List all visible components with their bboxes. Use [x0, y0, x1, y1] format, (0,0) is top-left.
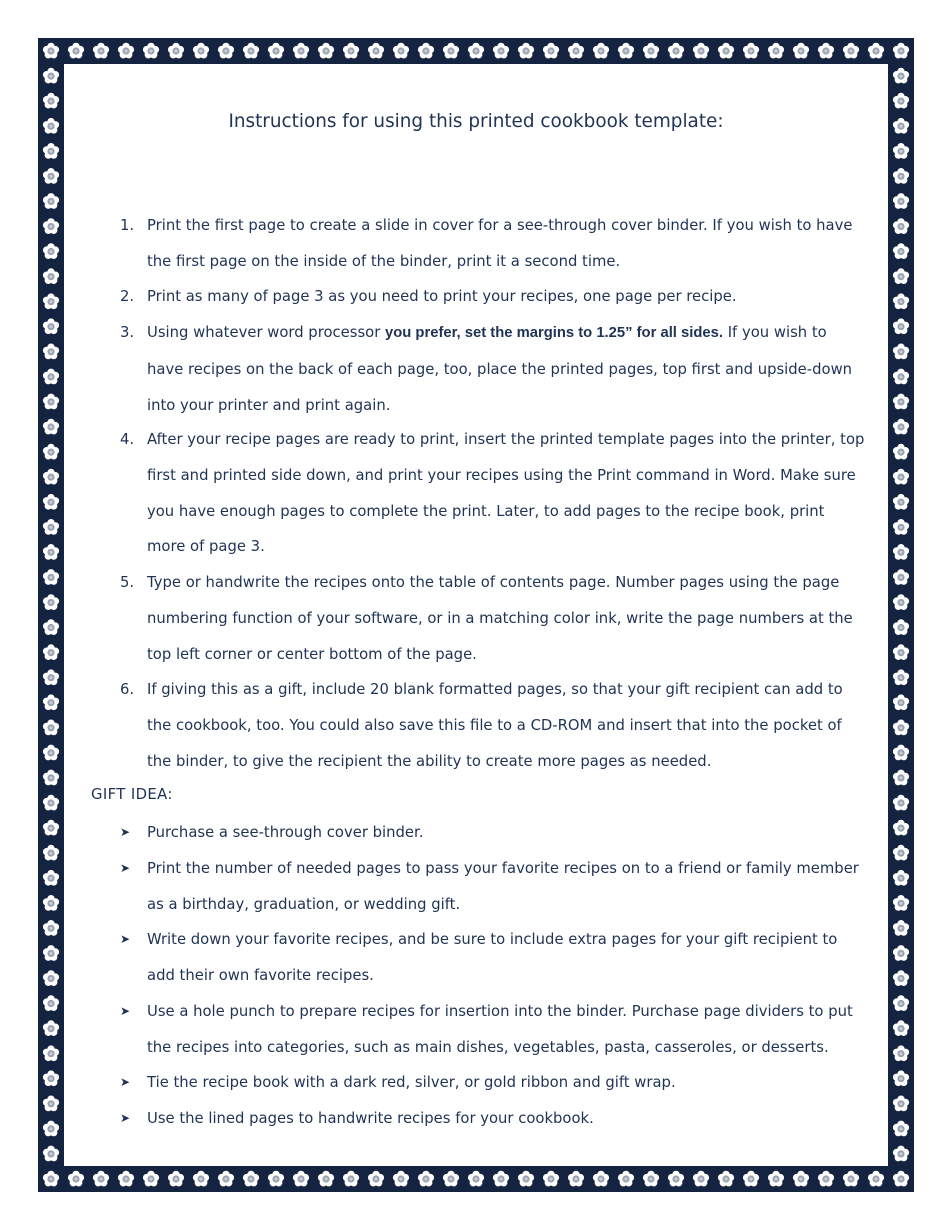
flower-icon — [893, 193, 909, 209]
flower-icon — [893, 143, 909, 159]
flower-icon — [468, 1171, 484, 1187]
flower-icon — [893, 168, 909, 184]
flower-icon — [893, 820, 909, 836]
page — [64, 64, 888, 1166]
flower-icon — [893, 43, 909, 59]
flower-icon — [893, 1171, 909, 1187]
item-number: 4. — [120, 431, 135, 448]
flower-icon — [893, 594, 909, 610]
flower-icon — [268, 1171, 284, 1187]
flower-icon — [43, 369, 59, 385]
flower-icon — [443, 1171, 459, 1187]
flower-icon — [893, 619, 909, 635]
text-line: into your printer and print again. — [147, 396, 391, 414]
flower-icon — [893, 444, 909, 460]
text-line: Use the lined pages to handwrite recipes for your cookbook. — [147, 1110, 594, 1127]
flower-icon — [43, 644, 59, 660]
flower-icon — [43, 694, 59, 710]
flower-icon — [468, 43, 484, 59]
flower-icon — [843, 1171, 859, 1187]
item-text — [147, 279, 877, 315]
flower-icon — [43, 168, 59, 184]
flower-icon — [668, 43, 684, 59]
text-line: have recipes on the back of each page, too, place the printed pages, top first and upside-down — [147, 360, 853, 378]
text-line: After your recipe pages are ready to print, insert the printed template pages into the printer, top — [147, 431, 865, 448]
flower-icon — [893, 644, 909, 660]
flower-icon — [43, 720, 59, 736]
flower-icon — [43, 1020, 59, 1036]
arrowhead-bullet-icon: ➤ — [119, 861, 131, 875]
flower-icon — [893, 770, 909, 786]
flower-icon — [893, 845, 909, 861]
flower-icon — [43, 1146, 59, 1162]
item-number: 3. — [120, 324, 135, 341]
text-line: Print the number of needed pages to pass your favorite recipes on to a friend or family member — [147, 860, 859, 877]
flower-icon — [818, 1171, 834, 1187]
flower-icon — [43, 469, 59, 485]
flower-icon — [893, 745, 909, 761]
flower-icon — [843, 43, 859, 59]
flower-icon — [868, 1171, 884, 1187]
flower-icon — [493, 43, 509, 59]
text-line: Print as many of page 3 as you need to print your recipes, one page per recipe. — [147, 288, 737, 305]
flower-icon — [68, 43, 84, 59]
flower-icon — [193, 1171, 209, 1187]
flower-icon — [893, 870, 909, 886]
flower-icon — [368, 43, 384, 59]
flower-icon — [318, 43, 334, 59]
flower-icon — [43, 845, 59, 861]
flower-icon — [893, 1096, 909, 1112]
flower-icon — [43, 669, 59, 685]
flower-icon — [43, 318, 59, 334]
arrowhead-bullet-icon: ➤ — [119, 1004, 131, 1018]
flower-icon — [68, 1171, 84, 1187]
flower-icon — [43, 795, 59, 811]
flower-icon — [43, 870, 59, 886]
flower-icon — [593, 1171, 609, 1187]
flower-icon — [793, 1171, 809, 1187]
flower-icon — [543, 43, 559, 59]
text-line: Use a hole punch to prepare recipes for insertion into the binder. Purchase page dividers to put — [147, 1003, 853, 1020]
flower-icon — [768, 43, 784, 59]
flower-icon — [893, 920, 909, 936]
bold-text-run: you prefer, set the margins to 1.25” for all sides. — [385, 325, 723, 341]
flower-icon — [893, 218, 909, 234]
flower-icon — [893, 344, 909, 360]
document-content — [64, 64, 888, 1166]
flower-icon — [43, 594, 59, 610]
item-text — [147, 315, 877, 423]
flower-icon — [43, 770, 59, 786]
flower-icon — [43, 1096, 59, 1112]
page-title: Instructions for using this printed cookbook template: — [228, 111, 724, 132]
item-text — [147, 994, 877, 1066]
flower-icon — [893, 1121, 909, 1137]
text-line: first and printed side down, and print your recipes using the Print command in Word. Make sure — [147, 466, 856, 484]
flower-icon — [43, 995, 59, 1011]
flower-icon — [43, 745, 59, 761]
flower-icon — [893, 419, 909, 435]
flower-icon — [43, 193, 59, 209]
flower-icon — [43, 945, 59, 961]
flower-icon — [43, 394, 59, 410]
flower-icon — [893, 68, 909, 84]
flower-icon — [893, 519, 909, 535]
flower-icon — [43, 895, 59, 911]
flower-icon — [443, 43, 459, 59]
flower-icon — [43, 293, 59, 309]
flower-icon — [893, 494, 909, 510]
flower-icon — [43, 444, 59, 460]
flower-icon — [193, 43, 209, 59]
flower-icon — [893, 720, 909, 736]
flower-icon — [318, 1171, 334, 1187]
flower-icon — [43, 544, 59, 560]
text-line: Type or handwrite the recipes onto the table of contents page. Number pages using the page — [147, 574, 840, 591]
flower-icon — [43, 519, 59, 535]
flower-icon — [43, 1070, 59, 1086]
text-line: the cookbook, too. You could also save this file to a CD-ROM and insert that into the pocket of — [147, 716, 842, 734]
item-text — [147, 922, 877, 994]
flower-icon — [643, 43, 659, 59]
flower-icon — [893, 795, 909, 811]
flower-icon — [43, 970, 59, 986]
text-line: Tie the recipe book with a dark red, silver, or gold ribbon and gift wrap. — [147, 1074, 676, 1091]
item-text — [147, 851, 877, 923]
text-line: add their own favorite recipes. — [147, 966, 374, 984]
flower-icon — [693, 1171, 709, 1187]
flower-icon — [93, 43, 109, 59]
flower-icon — [143, 1171, 159, 1187]
flower-icon — [743, 43, 759, 59]
flower-icon — [893, 970, 909, 986]
item-number: 5. — [120, 574, 135, 591]
flower-icon — [118, 1171, 134, 1187]
text-line: the binder, to give the recipient the ability to create more pages as needed. — [147, 752, 712, 770]
text-line: numbering function of your software, or in a matching color ink, write the page numbers at the — [147, 609, 853, 627]
flower-icon — [493, 1171, 509, 1187]
flower-icon — [43, 569, 59, 585]
text-line: the first page on the inside of the binder, print it a second time. — [147, 252, 621, 270]
flower-icon — [893, 93, 909, 109]
text-line: top left corner or center bottom of the page. — [147, 645, 477, 663]
flower-icon — [893, 995, 909, 1011]
flower-icon — [43, 43, 59, 59]
flower-icon — [893, 118, 909, 134]
flower-icon — [343, 1171, 359, 1187]
flower-icon — [218, 43, 234, 59]
flower-icon — [418, 1171, 434, 1187]
flower-icon — [893, 469, 909, 485]
flower-icon — [568, 43, 584, 59]
flower-icon — [343, 43, 359, 59]
flower-icon — [893, 318, 909, 334]
flower-icon — [368, 1171, 384, 1187]
flower-icon — [893, 569, 909, 585]
text-line: Write down your favorite recipes, and be sure to include extra pages for your gift recipient to — [147, 931, 838, 948]
flower-icon — [168, 43, 184, 59]
text-line: If giving this as a gift, include 20 blank formatted pages, so that your gift recipient can add to — [147, 681, 843, 698]
text-line: you have enough pages to complete the print. Later, to add pages to the recipe book, print — [147, 502, 825, 520]
item-number: 6. — [120, 681, 135, 698]
flower-icon — [893, 895, 909, 911]
item-text — [147, 1065, 877, 1101]
item-text — [147, 565, 877, 672]
flower-icon — [768, 1171, 784, 1187]
text-line — [147, 315, 877, 352]
item-text — [147, 208, 877, 280]
flower-icon — [168, 1171, 184, 1187]
flower-icon — [893, 1045, 909, 1061]
arrowhead-bullet-icon: ➤ — [119, 932, 131, 946]
flower-icon — [543, 1171, 559, 1187]
flower-icon — [693, 43, 709, 59]
flower-icon — [668, 1171, 684, 1187]
flower-icon — [518, 43, 534, 59]
flower-icon — [43, 268, 59, 284]
arrowhead-bullet-icon: ➤ — [119, 1111, 131, 1125]
flower-icon — [618, 43, 634, 59]
flower-icon — [893, 268, 909, 284]
flower-icon — [43, 68, 59, 84]
flower-icon — [43, 920, 59, 936]
flower-icon — [418, 43, 434, 59]
flower-icon — [143, 43, 159, 59]
flower-icon — [643, 1171, 659, 1187]
flower-icon — [893, 544, 909, 560]
flower-icon — [893, 243, 909, 259]
text-run: Using whatever word processor — [147, 324, 385, 341]
flower-icon — [43, 218, 59, 234]
text-line: more of page 3. — [147, 538, 265, 556]
flower-icon — [93, 1171, 109, 1187]
item-text — [147, 1101, 877, 1137]
flower-icon — [293, 1171, 309, 1187]
flower-icon — [893, 945, 909, 961]
flower-icon — [43, 143, 59, 159]
flower-icon — [43, 118, 59, 134]
text-run: If you wish to — [722, 324, 827, 341]
flower-icon — [43, 619, 59, 635]
flower-icon — [618, 1171, 634, 1187]
flower-icon — [893, 669, 909, 685]
flower-icon — [593, 43, 609, 59]
flower-icon — [118, 43, 134, 59]
flower-icon — [793, 43, 809, 59]
flower-icon — [893, 1146, 909, 1162]
flower-icon — [43, 1171, 59, 1187]
decorative-flower-border — [38, 38, 914, 1192]
item-text — [147, 672, 877, 779]
flower-icon — [893, 694, 909, 710]
flower-icon — [268, 43, 284, 59]
flower-icon — [518, 1171, 534, 1187]
flower-icon — [893, 394, 909, 410]
flower-icon — [818, 43, 834, 59]
item-text — [147, 422, 877, 565]
flower-icon — [43, 494, 59, 510]
flower-icon — [43, 419, 59, 435]
text-line: Print the first page to create a slide in cover for a see-through cover binder. If you wish to have — [147, 217, 853, 234]
flower-icon — [393, 1171, 409, 1187]
text-line: the recipes into categories, such as main dishes, vegetables, pasta, casseroles, or desserts. — [147, 1038, 829, 1056]
flower-icon — [893, 293, 909, 309]
flower-icon — [718, 43, 734, 59]
flower-icon — [43, 344, 59, 360]
text-line: Purchase a see-through cover binder. — [147, 824, 424, 841]
flower-icon — [218, 1171, 234, 1187]
flower-icon — [893, 1020, 909, 1036]
flower-icon — [43, 93, 59, 109]
flower-icon — [43, 1121, 59, 1137]
flower-icon — [893, 369, 909, 385]
flower-icon — [868, 43, 884, 59]
flower-icon — [743, 1171, 759, 1187]
flower-icon — [293, 43, 309, 59]
flower-icon — [243, 43, 259, 59]
flower-icon — [243, 1171, 259, 1187]
arrowhead-bullet-icon: ➤ — [119, 825, 131, 839]
flower-icon — [718, 1171, 734, 1187]
flower-icon — [43, 820, 59, 836]
arrowhead-bullet-icon: ➤ — [119, 1075, 131, 1089]
flower-icon — [393, 43, 409, 59]
gift-idea-heading: GIFT IDEA: — [91, 786, 173, 803]
flower-icon — [43, 1045, 59, 1061]
flower-icon — [43, 243, 59, 259]
item-number: 2. — [120, 288, 135, 305]
text-line: as a birthday, graduation, or wedding gift. — [147, 895, 461, 913]
item-number: 1. — [120, 217, 135, 234]
flower-icon — [893, 1070, 909, 1086]
flower-icon — [568, 1171, 584, 1187]
item-text — [147, 815, 877, 851]
